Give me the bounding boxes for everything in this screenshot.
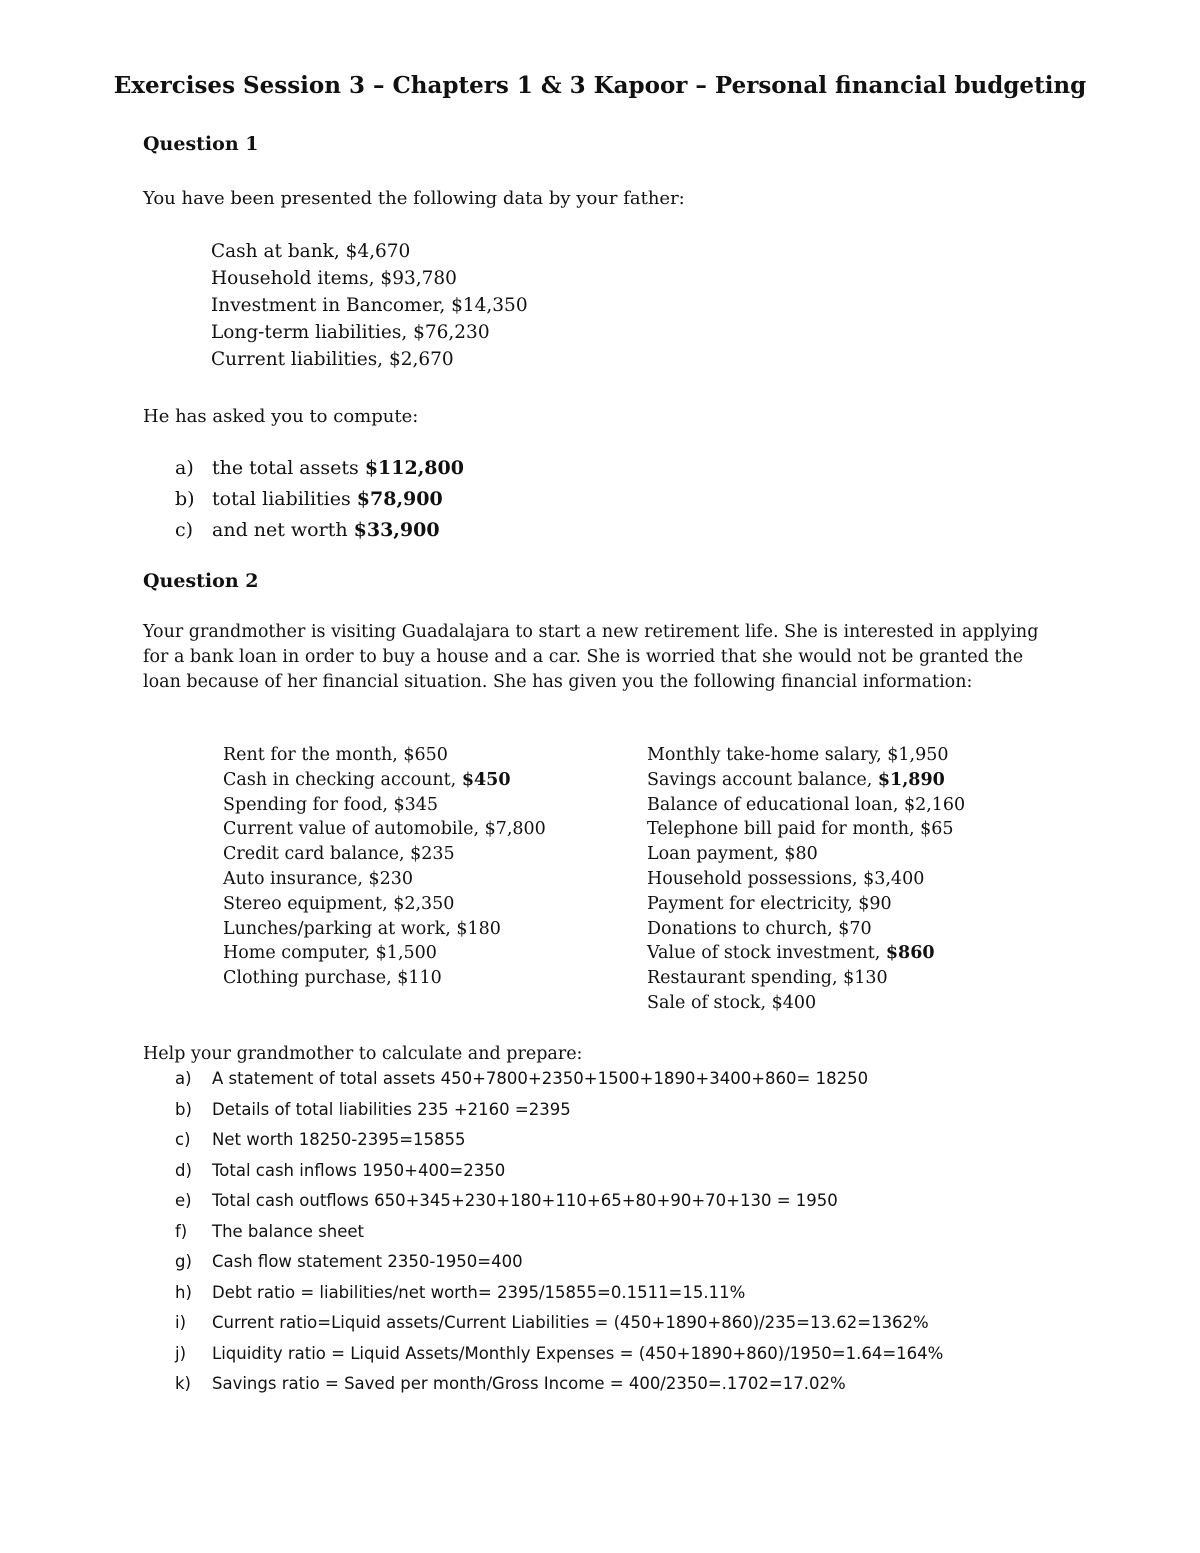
answer-label: a) [175, 1069, 192, 1088]
list-item [647, 917, 965, 942]
answer-text: Liquidity ratio = Liquid Assets/Monthly Expenses = (450+1890+860)/1950=1.64=164% [212, 1343, 944, 1363]
answer-c [143, 1125, 1043, 1156]
list-item [223, 966, 546, 991]
list-item [647, 991, 965, 1016]
item-text: Auto insurance, $230 [223, 868, 414, 889]
list-item [647, 793, 965, 818]
answer-b [175, 484, 675, 515]
list-item: Household items, $93,780 [211, 268, 457, 289]
answer-label: a) [175, 457, 194, 479]
answer-d [143, 1156, 1043, 1187]
answer-text [212, 515, 440, 546]
answer-text: Details of total liabilities 235 +2160 =2395 [212, 1099, 571, 1119]
answer-e [143, 1186, 1043, 1217]
answer-label: b) [175, 488, 195, 510]
question-2-heading: Question 2 [143, 570, 259, 592]
answer-text [212, 484, 443, 515]
list-item: Current liabilities, $2,670 [211, 349, 454, 370]
list-item [223, 793, 546, 818]
item-text: Household possessions, $3,400 [647, 868, 925, 889]
question-1-data-list [211, 238, 528, 373]
item-bold-value: $450 [461, 769, 511, 790]
list-item [647, 941, 965, 966]
answer-c [175, 515, 675, 546]
item-text: Home computer, $1,500 [223, 943, 437, 964]
answer-value: $112,800 [364, 457, 464, 479]
list-item [223, 892, 546, 917]
answer-value: $78,900 [356, 488, 443, 510]
item-text: Payment for electricity, $90 [647, 893, 892, 914]
answer-a [175, 453, 675, 484]
answer-b [143, 1095, 1043, 1126]
answer-label: f) [175, 1221, 188, 1241]
item-bold-value: $1,890 [877, 769, 945, 790]
answer-label: d) [175, 1160, 192, 1180]
answer-label: c) [175, 1130, 191, 1149]
list-item [647, 892, 965, 917]
list-item [223, 867, 546, 892]
list-item: Cash at bank, $4,670 [211, 241, 411, 262]
list-item [647, 768, 965, 793]
item-text: Donations to church, $70 [647, 918, 872, 939]
item-text: Cash in checking account, [223, 769, 462, 790]
question-2-right-column [647, 743, 965, 1016]
item-text: Loan payment, $80 [647, 844, 818, 865]
list-item [647, 966, 965, 991]
item-text: Value of stock investment, [647, 943, 886, 964]
answer-label: k) [175, 1374, 191, 1393]
item-text: Current value of automobile, $7,800 [223, 819, 546, 840]
answer-text: Debt ratio = liabilities/net worth= 2395/15855=0.1511=15.11% [212, 1282, 746, 1302]
item-text: Rent for the month, $650 [223, 745, 448, 765]
item-text: Stereo equipment, $2,350 [223, 893, 455, 914]
answer-text: Savings ratio = Saved per month/Gross Income = 400/2350=.1702=17.02% [212, 1374, 846, 1393]
question-1-answers [175, 453, 675, 546]
list-item [647, 817, 965, 842]
answer-g [143, 1247, 1043, 1278]
item-text: Lunches/parking at work, $180 [223, 918, 501, 939]
list-item [223, 917, 546, 942]
answer-prompt: the total assets [212, 457, 365, 479]
answer-text: Total cash outflows 650+345+230+180+110+65+80+90+70+130 = 1950 [212, 1191, 838, 1210]
list-item [223, 842, 546, 867]
answer-label: e) [175, 1191, 192, 1210]
list-item [223, 817, 546, 842]
item-text: Restaurant spending, $130 [647, 968, 888, 989]
item-bold-value: $860 [885, 943, 935, 964]
item-text: Sale of stock, $400 [647, 992, 817, 1013]
list-item [647, 743, 965, 768]
item-text: Monthly take-home salary, $1,950 [647, 745, 949, 765]
answer-label: j) [175, 1343, 187, 1363]
answer-k [143, 1369, 1043, 1400]
item-text: Balance of educational loan, $2,160 [647, 794, 966, 815]
answer-text: Cash flow statement 2350-1950=400 [212, 1252, 523, 1271]
answer-label: g) [175, 1252, 192, 1271]
question-2-help: Help your grandmother to calculate and prepare: [143, 1044, 583, 1064]
question-1-ask: He has asked you to compute: [143, 406, 419, 427]
answer-text: Net worth 18250-2395=15855 [212, 1130, 466, 1149]
question-2-answers [143, 1064, 1043, 1400]
answer-label: b) [175, 1099, 192, 1119]
answer-text: A statement of total assets 450+7800+2350+1500+1890+3400+860= 18250 [212, 1069, 869, 1088]
answer-h [143, 1278, 1043, 1309]
answer-text: Total cash inflows 1950+400=2350 [212, 1160, 506, 1180]
question-2-paragraph: Your grandmother is visiting Guadalajara to start a new retirement life. She is interested in applying for a bank loan in order to buy a house and a car. She is worried that she would not be granted the loan because of her financial situation. She has given you the following financial information: [143, 622, 1039, 692]
list-item [647, 867, 965, 892]
item-text: Clothing purchase, $110 [223, 968, 442, 989]
question-1-heading: Question 1 [143, 133, 259, 155]
answer-label: i) [175, 1313, 187, 1332]
answer-prompt: and net worth [212, 519, 354, 541]
page-title: Exercises Session 3 – Chapters 1 & 3 Kapoor – Personal financial budgeting [113, 72, 1087, 99]
answer-j [143, 1339, 1043, 1370]
list-item [223, 743, 546, 768]
answer-text: Current ratio=Liquid assets/Current Liabilities = (450+1890+860)/235=13.62=1362% [212, 1313, 929, 1332]
list-item [223, 941, 546, 966]
answer-text: The balance sheet [212, 1221, 364, 1241]
list-item: Long-term liabilities, $76,230 [211, 322, 490, 343]
item-text: Spending for food, $345 [223, 794, 439, 815]
answer-label: h) [175, 1282, 192, 1302]
list-item [647, 842, 965, 867]
answer-i [143, 1308, 1043, 1339]
answer-label: c) [175, 519, 194, 541]
question-1-intro: You have been presented the following data by your father: [143, 188, 685, 209]
answer-prompt: total liabilities [212, 488, 357, 510]
list-item: Investment in Bancomer, $14,350 [211, 295, 528, 316]
item-text: Credit card balance, $235 [223, 844, 455, 865]
item-text: Telephone bill paid for month, $65 [647, 819, 954, 840]
answer-text [212, 453, 464, 484]
answer-a [143, 1064, 1043, 1095]
answer-f [143, 1217, 1043, 1248]
question-2-left-column [223, 743, 546, 991]
answer-value: $33,900 [353, 519, 440, 541]
list-item [223, 768, 546, 793]
item-text: Savings account balance, [647, 769, 878, 790]
